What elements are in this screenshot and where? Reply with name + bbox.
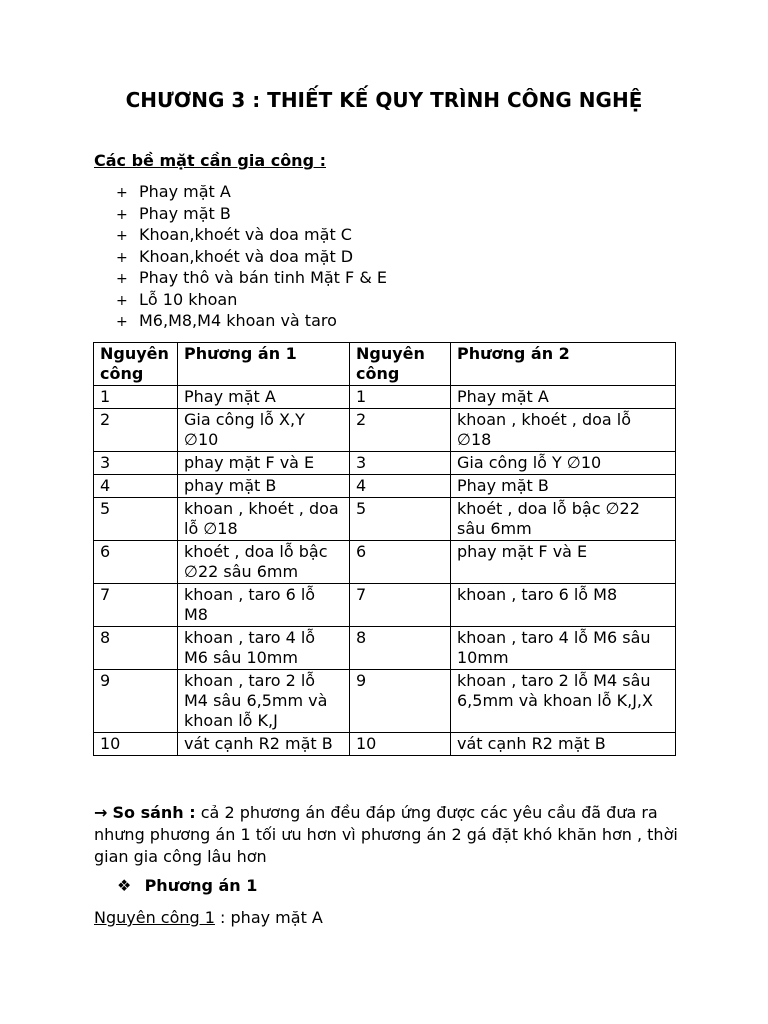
header-option-2: Phương án 2 (451, 343, 676, 386)
operation-number-cell: 10 (350, 733, 451, 756)
operation-description-cell: Gia công lỗ X,Y ∅10 (178, 409, 350, 452)
operation-number-cell: 8 (94, 627, 178, 670)
operation-description-cell: Phay mặt A (178, 386, 350, 409)
operation-number-cell: 8 (350, 627, 451, 670)
operation-number-cell: 9 (350, 670, 451, 733)
table-row (94, 584, 676, 627)
header-operation-2: Nguyên công (350, 343, 451, 386)
table-row (94, 627, 676, 670)
surfaces-heading: Các bề mặt cần gia công : (94, 151, 326, 170)
operation-1-text: : phay mặt A (214, 908, 323, 927)
operation-description-cell: Phay mặt B (451, 475, 676, 498)
table-row (94, 733, 676, 756)
list-item: + Phay thô và bán tinh Mặt F & E (116, 267, 387, 289)
arrow-right-icon: → (94, 803, 108, 822)
table-row (94, 498, 676, 541)
operation-description-cell: Gia công lỗ Y ∅10 (451, 452, 676, 475)
table-row (94, 670, 676, 733)
table-row (94, 541, 676, 584)
operation-number-cell: 9 (94, 670, 178, 733)
operation-number-cell: 1 (94, 386, 178, 409)
table-row (94, 409, 676, 452)
comparison-label: So sánh : (112, 803, 196, 822)
bullet-plus-icon: + (116, 314, 128, 330)
option-1-heading (117, 876, 257, 895)
operation-1-line (94, 908, 323, 927)
list-item: + Khoan,khoét và doa mặt D (116, 246, 387, 268)
process-comparison-table (93, 342, 676, 756)
bullet-plus-icon: + (116, 206, 128, 223)
operation-number-cell: 3 (94, 452, 178, 475)
operation-number-cell: 1 (350, 386, 451, 409)
operation-description-cell: khoan , taro 6 lỗ M8 (178, 584, 350, 627)
list-item: + M6,M8,M4 khoan và taro (116, 310, 387, 332)
chapter-title: CHƯƠNG 3 : THIẾT KẾ QUY TRÌNH CÔNG NGHỆ (125, 88, 643, 112)
operation-number-cell: 4 (350, 475, 451, 498)
comparison-paragraph (94, 802, 694, 868)
operation-number-cell: 5 (94, 498, 178, 541)
operation-number-cell: 6 (350, 541, 451, 584)
operation-description-cell: khoan , khoét , doa lỗ ∅18 (451, 409, 676, 452)
operation-description-cell: khoan , taro 2 lỗ M4 sâu 6,5mm và khoan lỗ K,J (178, 670, 350, 733)
operation-description-cell: phay mặt B (178, 475, 350, 498)
bullet-plus-icon: + (116, 292, 128, 309)
operation-description-cell: Phay mặt A (451, 386, 676, 409)
operation-number-cell: 7 (350, 584, 451, 627)
bullet-plus-icon: + (116, 271, 128, 287)
bullet-plus-icon: + (116, 249, 128, 266)
bullet-plus-icon: + (116, 185, 128, 201)
option-1-label: Phương án 1 (144, 876, 258, 895)
operation-number-cell: 4 (94, 475, 178, 498)
operation-description-cell: vát cạnh R2 mặt B (178, 733, 350, 756)
operation-number-cell: 5 (350, 498, 451, 541)
operation-number-cell: 7 (94, 584, 178, 627)
surfaces-list (116, 181, 387, 332)
operation-number-cell: 6 (94, 541, 178, 584)
operation-description-cell: khoan , khoét , doa lỗ ∅18 (178, 498, 350, 541)
operation-description-cell: khoan , taro 6 lỗ M8 (451, 584, 676, 627)
table-row (94, 452, 676, 475)
operation-description-cell: khoét , doa lỗ bậc ∅22 sâu 6mm (451, 498, 676, 541)
table-body (94, 386, 676, 756)
operation-description-cell: khoan , taro 2 lỗ M4 sâu 6,5mm và khoan lỗ K,J,X (451, 670, 676, 733)
header-operation-1: Nguyên công (94, 343, 178, 386)
bullet-plus-icon: + (116, 228, 128, 244)
header-option-1: Phương án 1 (178, 343, 350, 386)
operation-number-cell: 2 (94, 409, 178, 452)
operation-1-label: Nguyên công 1 (94, 908, 215, 927)
operation-description-cell: khoan , taro 4 lỗ M6 sâu 10mm (178, 627, 350, 670)
table-row (94, 475, 676, 498)
operation-description-cell: phay mặt F và E (178, 452, 350, 475)
table-header-row (94, 343, 676, 386)
operation-number-cell: 10 (94, 733, 178, 756)
operation-number-cell: 3 (350, 452, 451, 475)
table-row (94, 386, 676, 409)
list-item: + Lỗ 10 khoan (116, 289, 387, 311)
operation-description-cell: khoét , doa lỗ bậc ∅22 sâu 6mm (178, 541, 350, 584)
operation-description-cell: khoan , taro 4 lỗ M6 sâu 10mm (451, 627, 676, 670)
list-item: + Phay mặt B (116, 203, 387, 225)
operation-description-cell: phay mặt F và E (451, 541, 676, 584)
list-item: + Phay mặt A (116, 181, 387, 203)
operation-number-cell: 2 (350, 409, 451, 452)
comparison-text: cả 2 phương án đều đáp ứng được các yêu cầu đã đưa ra nhưng phương án 1 tối ưu hơn vì phương án 2 gá đặt khó khăn hơn , thời gian gia công lâu hơn (94, 803, 678, 866)
operation-description-cell: vát cạnh R2 mặt B (451, 733, 676, 756)
list-item: + Khoan,khoét và doa mặt C (116, 224, 387, 246)
diamond-bullet-icon: ❖ (117, 876, 132, 895)
